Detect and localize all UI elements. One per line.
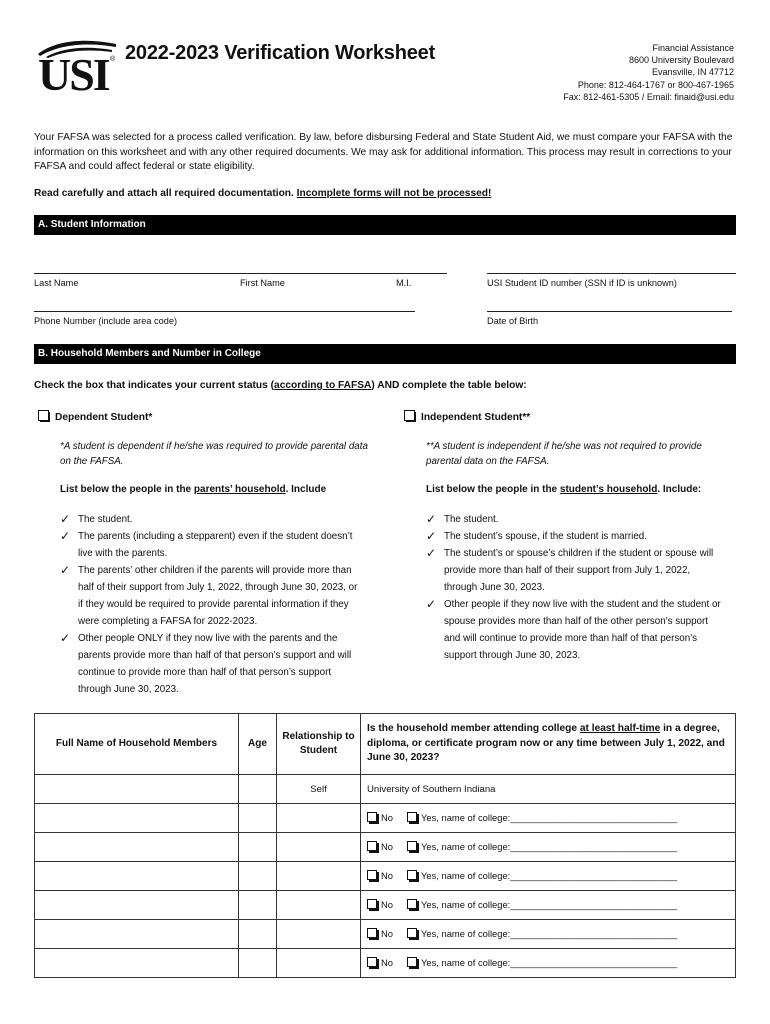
college-cell (361, 920, 736, 949)
dependent-list-heading (60, 484, 326, 495)
dependent-note: *A student is dependent if he/she was required to provide parental data on the FAFSA. (60, 441, 368, 467)
yes-label: Yes, name of college:________________________________ (420, 899, 678, 910)
checkmark-icon: ✓ (60, 563, 71, 577)
name-cell[interactable] (35, 949, 239, 978)
yes-checkbox[interactable] (407, 928, 417, 938)
list-heading-text: . Include (285, 484, 327, 495)
phone-entry-line[interactable] (34, 311, 415, 312)
name-cell[interactable] (35, 891, 239, 920)
checkmark-icon: ✓ (426, 529, 437, 543)
list-item (426, 545, 724, 596)
table-row (35, 833, 736, 862)
no-label: No (381, 841, 393, 852)
age-cell[interactable] (239, 891, 277, 920)
list-item (426, 528, 724, 545)
table-row (35, 891, 736, 920)
list-item (426, 596, 724, 664)
college-options (367, 870, 677, 881)
independent-student-option[interactable] (404, 410, 530, 423)
relationship-cell[interactable] (277, 833, 361, 862)
list-item (60, 630, 360, 698)
checkmark-icon: ✓ (426, 597, 437, 611)
read-carefully-notice (34, 188, 491, 199)
age-cell[interactable] (239, 775, 277, 804)
table-row (35, 920, 736, 949)
college-cell (361, 804, 736, 833)
list-item (426, 511, 724, 528)
college-options (367, 957, 677, 968)
list-item-text: The parents’ other children if the parents will provide more than half of their support from July 1, 2022, through June 30, 2023, or if they would be required to provide parental information if they were completing a FAFSA for 2022-2023. (78, 565, 358, 627)
according-to-fafsa: according to FAFSA (274, 380, 372, 391)
relationship-cell[interactable] (277, 949, 361, 978)
checkmark-icon: ✓ (60, 631, 71, 645)
no-label: No (381, 899, 393, 910)
table-row (35, 949, 736, 978)
logo-text: USI (38, 49, 109, 100)
list-item-text: The student. (444, 514, 499, 525)
age-cell[interactable] (239, 862, 277, 891)
document-title: 2022-2023 Verification Worksheet (125, 42, 436, 64)
incomplete-forms-warning: Incomplete forms will not be processed! (296, 188, 492, 199)
no-checkbox[interactable] (367, 870, 377, 880)
list-heading-text: List below the people in the (60, 484, 194, 495)
college-options (367, 928, 677, 939)
college-cell (361, 949, 736, 978)
relationship-cell[interactable] (277, 920, 361, 949)
list-item-text: The student. (78, 514, 133, 525)
name-entry-line[interactable] (34, 273, 447, 274)
section-a-header: A. Student Information (34, 215, 736, 235)
name-cell[interactable] (35, 775, 239, 804)
no-checkbox[interactable] (367, 812, 377, 822)
usi-logo (36, 38, 118, 100)
read-carefully-lead: Read carefully and attach all required documentation. (34, 188, 297, 199)
list-item (60, 562, 360, 630)
checkmark-icon: ✓ (60, 529, 71, 543)
table-row (35, 804, 736, 833)
table-header-row (35, 714, 736, 775)
independent-list-heading (426, 484, 701, 495)
relationship-cell: Self (277, 775, 361, 804)
relationship-cell[interactable] (277, 804, 361, 833)
dependent-label: Dependent Student* (55, 412, 153, 423)
no-checkbox[interactable] (367, 841, 377, 851)
age-cell[interactable] (239, 833, 277, 862)
independent-label: Independent Student** (421, 412, 531, 423)
relationship-cell[interactable] (277, 891, 361, 920)
student-id-label: USI Student ID number (SSN if ID is unknown) (487, 278, 677, 288)
student-id-entry-line[interactable] (487, 273, 736, 274)
students-household: student’s household (559, 484, 658, 495)
list-item-text: The student’s or spouse’s children if the student or spouse will provide more than half of their support from July 1, 2022, through June 30, 2023. (444, 548, 714, 593)
parents-household: parents’ household (193, 484, 286, 495)
checkmark-icon: ✓ (426, 512, 437, 526)
middle-initial-label: M.I. (396, 278, 412, 288)
table-row (35, 862, 736, 891)
yes-checkbox[interactable] (407, 957, 417, 967)
contact-line: Financial Assistance (652, 43, 734, 53)
age-cell[interactable] (239, 804, 277, 833)
table-row-self (35, 775, 736, 804)
dob-label: Date of Birth (487, 316, 539, 326)
contact-line: Phone: 812-464-1767 or 800-467-1965 (577, 79, 734, 90)
contact-line: Evansville, IN 47712 (651, 67, 734, 78)
first-name-label: First Name (240, 278, 285, 288)
yes-label: Yes, name of college:________________________________ (420, 812, 678, 823)
list-item-text: The parents (including a stepparent) even if the student doesn’t live with the parents. (78, 531, 353, 559)
checkmark-icon: ✓ (60, 512, 71, 526)
dependent-include-list (60, 511, 360, 698)
checkmark-icon: ✓ (426, 546, 437, 560)
name-cell[interactable] (35, 833, 239, 862)
half-time-emphasis: at least half-time (579, 723, 661, 735)
relationship-cell[interactable] (277, 862, 361, 891)
age-cell[interactable] (239, 949, 277, 978)
college-column-header (361, 714, 736, 775)
no-label: No (381, 870, 393, 881)
dependent-student-option[interactable] (38, 410, 152, 423)
age-cell[interactable] (239, 920, 277, 949)
independent-include-list (426, 511, 724, 664)
list-item-text: The student’s spouse, if the student is married. (444, 531, 647, 542)
dob-entry-line[interactable] (487, 311, 732, 312)
yes-label: Yes, name of college:________________________________ (420, 928, 678, 939)
college-options (367, 899, 677, 910)
contact-block (563, 42, 734, 103)
name-cell[interactable] (35, 862, 239, 891)
no-checkbox[interactable] (367, 928, 377, 938)
yes-label: Yes, name of college:________________________________ (420, 957, 678, 968)
list-heading-text: List below the people in the (426, 484, 560, 495)
no-label: No (381, 957, 393, 968)
yes-label: Yes, name of college:________________________________ (420, 841, 678, 852)
logo-registered-mark: ® (110, 56, 116, 63)
yes-checkbox[interactable] (407, 841, 417, 851)
yes-checkbox[interactable] (407, 899, 417, 909)
instruction-text: ) AND complete the table below: (371, 380, 527, 391)
phone-label: Phone Number (include area code) (34, 316, 177, 326)
independent-note: **A student is independent if he/she was not required to provide parental data on the FAFSA. (426, 441, 702, 467)
contact-line: 8600 University Boulevard (628, 55, 734, 66)
college-options (367, 812, 677, 823)
college-header-text: Is the household member attending college (367, 723, 580, 735)
college-cell (361, 891, 736, 920)
relationship-column-header: Relationship to Student (277, 714, 361, 775)
list-item-text: Other people if they now live with the student and the student or spouse provides more than half of the other person’s support and will continue to provide more than half of that person’s support through June 30, 2023. (444, 599, 721, 661)
yes-checkbox[interactable] (407, 812, 417, 822)
name-cell[interactable] (35, 920, 239, 949)
no-label: No (381, 812, 393, 823)
status-instruction (34, 380, 527, 391)
no-checkbox[interactable] (367, 957, 377, 967)
list-item (60, 511, 360, 528)
name-cell[interactable] (35, 804, 239, 833)
list-item (60, 528, 360, 562)
no-label: No (381, 928, 393, 939)
yes-checkbox[interactable] (407, 870, 417, 880)
dependent-checkbox[interactable] (38, 410, 49, 421)
age-column-header: Age (239, 714, 277, 775)
college-cell: University of Southern Indiana (361, 775, 736, 804)
independent-checkbox[interactable] (404, 410, 415, 421)
college-cell (361, 833, 736, 862)
college-cell (361, 862, 736, 891)
college-options (367, 841, 677, 852)
name-column-header: Full Name of Household Members (35, 714, 239, 775)
list-heading-text: . Include: (657, 484, 702, 495)
section-b-header: B. Household Members and Number in College (34, 344, 736, 364)
household-members-table (34, 713, 736, 978)
instruction-text: Check the box that indicates your current status ( (34, 380, 275, 391)
contact-line: Fax: 812-461-5305 / Email: finaid@usi.edu (563, 91, 734, 102)
list-item-text: Other people ONLY if they now live with the parents and the parents provide more than half of that person’s support and will continue to provide more than half of that person’s support through June 30, 2023. (78, 633, 352, 695)
college-header-text: in a degree, diploma, or certificate program now or any time between July 1, 2022, and June 30, 2023? (367, 723, 725, 764)
last-name-label: Last Name (34, 278, 79, 288)
yes-label: Yes, name of college:________________________________ (420, 870, 678, 881)
no-checkbox[interactable] (367, 899, 377, 909)
intro-paragraph: Your FAFSA was selected for a process called verification. By law, before disbursing Federal and State Student Aid, we must compare your FAFSA with the information on this worksheet and with any other required documents. We may ask for additional information. This process may result in corrections to your FAFSA and could affect federal or state eligibility. (34, 132, 733, 172)
